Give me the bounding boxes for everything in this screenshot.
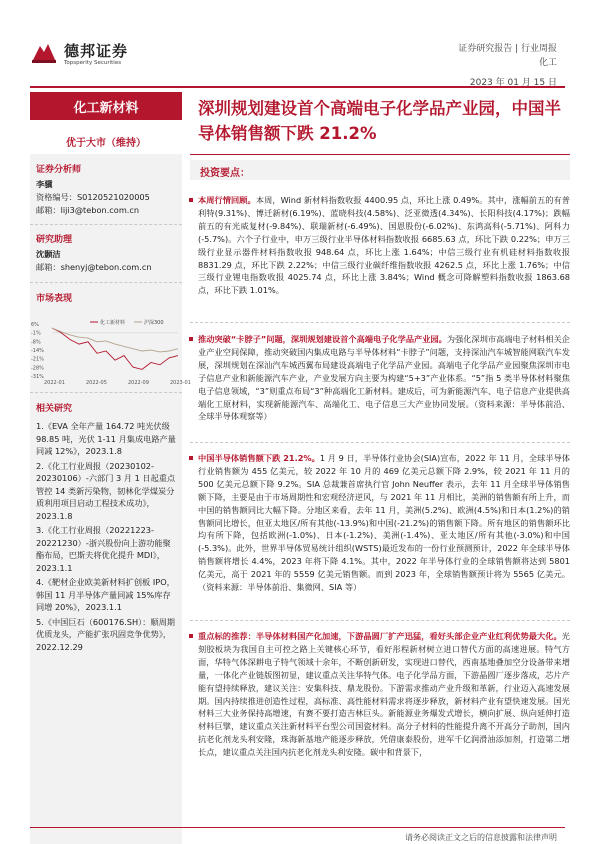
bullet-icon xyxy=(189,634,193,638)
paragraph-body: 为强化深圳市高端电子材料相关企业产业空间保障，推动突破国内集成电路与半导体材料“卡脖子”问题，支持深汕汽车城智能网联汽车发展，深圳规划在深汕汽车城西翼布局建设高端电子化学品产业园。高端电子化学品产业园聚焦深圳市电子信息产业和新能源汽车产业，产业发展方向主要为构建“5+3”产业体系。“5”指 5 类半导体材料聚焦电子信息领域，“3”则重点布局“3”种高端化工新材料。建成后，可为新能源汽车、电子信息产业提供高端化工原材料，实现新能源汽车、高端化工、电子信息三大产业协同发展。（资料来源：半导体前沿、全球半导体观察等） xyxy=(198,334,570,422)
series-line xyxy=(52,328,178,369)
assistant-email[interactable]: 邮箱：shenyj@tebon.com.cn xyxy=(36,262,152,272)
rating-label: 优于大市（维持） xyxy=(66,138,146,149)
section-divider xyxy=(190,322,570,323)
bullet-icon xyxy=(189,337,193,341)
sector-label: 化工新材料 xyxy=(30,92,182,120)
report-type: 证券研究报告 | 行业周报 xyxy=(458,44,557,54)
related-item[interactable]: 1.《EVA 全年产量 164.72 吨光伏级 98.85 吨，光伏 1-11 月集成电路产量同减 12%》，2023.1.8 xyxy=(36,421,176,456)
y-tick-label: -21% xyxy=(31,356,44,363)
logo-mark-icon xyxy=(30,40,58,64)
related-list xyxy=(36,420,176,655)
logo-text: 德邦证券 xyxy=(64,42,129,60)
paragraph-body: 光刻胶板块为我国自主可控之路上关键核心环节，看好彤程新材树立进口替代方面的高速进展。特气方面，华特气体深耕电子特气领域十余年，不断创新研发，实现进口替代，西南基地叠加空分设备带来增量，一体化产业链版图初显，建议重点关注华特气体。电子化学品方面，下游晶圆厂逐步落成，芯片产能有望持续释放，建议关注：安集科技、鼎龙股份。下游需求推动产业升级和革新，行业迈入高速发展期。国内持续推进创造性过程，高标准、高性能材料需求将逐步释放，新材料产业有望快速发展。国光材料三大业务保持高增速，有赛不要打造吉林巨头。新能源业务爆发式增长，横向扩展、纵向延伸打造材料巨擘，建议重点关注新材料平台型公司国瓷材料。高分子材料的性能提升离不开高分子助剂，国内抗老化剂龙头利安隆，珠海新基地产能逐步释放，凭借康泰股份，进军千亿润滑油添加剂，打造第二增长点，建议重点关注国内抗老化剂龙头利安隆。碳中和背景下， xyxy=(198,631,570,758)
x-tick-label: 2022-05 xyxy=(86,380,107,386)
market-chart-svg xyxy=(30,318,191,388)
related-item[interactable]: 2.《化工行业周报（20230102-20230106）-六部门 3 月 1 日起重点管控 14 类新污染物，韧林化学煤炭分质利用项目启动工程技术成功》，2023.1.8 xyxy=(36,460,176,521)
logo-subtext: Topsperity Securities xyxy=(64,60,122,66)
y-tick-label: -8% xyxy=(31,339,41,346)
bullet-icon xyxy=(189,198,193,202)
y-tick-label: -1% xyxy=(31,330,41,337)
x-tick-label: 2022-09 xyxy=(128,380,149,386)
y-tick-label: -31% xyxy=(31,374,44,380)
paragraph-body: 本周，Wind 新材料指数收报 4400.95 点，环比上涨 0.49%。其中，涨幅前五的有普利特(9.31%)、博迁新材(6.19%)、蓝晓科技(4.58%)、泛亚微透(4.34%)、长阳科技(4.17%)；跌幅前五的有光威复材(-9.84%)、联瑞新材(-6.49%)、国恩股份(-6.02%)、东鸿高科(-5.71%)、阿科力(-5.7%)。六个子行业中，申万三级行业半导体材料指数收报 6685.63 点，环比下跌 0.22%；申万三级行业显示器件材料指数收报 948.64 点，环比上涨 1.64%；中信三级行业有机硅材料指数收报 8831.29 点，环比下跌 2.22%；中信三级行业碳纤维指数收报 4262.5 点，环比上涨 1.76%；中信三级行业锂电指数收报 4025.74 点，环比上涨 3.84%；Wind 概念可降解塑料指数收报 1863.68 点，环比下跌 1.01%。 xyxy=(198,195,570,296)
paragraph-market-review xyxy=(198,194,570,297)
section-divider xyxy=(190,442,570,443)
legend-label: 沪深300 xyxy=(144,320,164,326)
market-chart xyxy=(30,318,191,388)
y-tick-label: 6% xyxy=(31,322,39,328)
key-points-label: 投资要点： xyxy=(200,168,250,179)
paragraph-semiconductor-sales xyxy=(198,452,570,594)
report-title: 深圳规划建设首个高端电子化学品产业园，中国半导体销售额下跌 21.2% xyxy=(198,99,561,143)
paragraph-recommendations xyxy=(198,630,570,759)
header-divider xyxy=(30,86,565,88)
analyst-cert: 资格编号：S0120521020005 xyxy=(36,192,150,202)
bullet-icon xyxy=(189,456,193,460)
analyst-section-title: 证券分析师 xyxy=(36,165,82,175)
sidebar-divider xyxy=(30,392,182,393)
y-tick-label: -28% xyxy=(31,365,44,372)
paragraph-lead: 中国半导体销售额下跌 21.2%。 xyxy=(198,453,320,463)
footer-disclaimer: 请务必阅读正文之后的信息披露和法律声明 xyxy=(405,833,557,842)
related-item[interactable]: 4.《靶材企业欧美新材料扩创板 IPO，韩国 11 月半导体产量同减 15%库存同增 20%》，2023.1.1 xyxy=(36,577,175,612)
section-divider xyxy=(190,620,570,621)
y-tick-label: -14% xyxy=(31,348,44,354)
paragraph-lead: 本周行情回顾。 xyxy=(198,195,256,205)
analyst-name: 李骥 xyxy=(36,179,53,189)
report-date: 2023 年 01 月 15 日 xyxy=(469,78,557,88)
x-tick-label: 2022-01 xyxy=(44,380,65,386)
legend-label: 化工新材料 xyxy=(100,320,126,326)
footer-divider xyxy=(30,827,565,828)
market-section-title: 市场表现 xyxy=(36,294,73,304)
title-divider xyxy=(190,154,570,155)
related-item[interactable]: 5.《中国巨石（600176.SH）：顺周期优质龙头，产能扩张巩固竞争优势》，2022.12.29 xyxy=(36,616,175,652)
sidebar-divider xyxy=(30,224,182,225)
paragraph-industrial-park xyxy=(198,333,570,423)
assistant-section-title: 研究助理 xyxy=(36,235,73,245)
related-item[interactable]: 3.《化工行业周报（20221223-20221230）-浙兴股份向上游功能聚酯布局，巴斯夫将优化提升 MDI》，2023.1.1 xyxy=(36,525,171,573)
sidebar-divider xyxy=(30,282,182,283)
report-sector: 化工 xyxy=(538,58,557,68)
x-tick-label: 2023-01 xyxy=(170,380,191,386)
related-section-title: 相关研究 xyxy=(36,404,73,414)
paragraph-lead: 推动突破“卡脖子”问题，深圳规划建设首个高端电子化学品产业园。 xyxy=(198,334,447,344)
paragraph-lead: 重点标的推荐：半导体材料国产化加速，下游晶圆厂扩产迅猛，看好头部企业产业红利优势最大化。 xyxy=(198,631,562,641)
report-meta xyxy=(458,42,557,90)
analyst-email[interactable]: 邮箱：liji3@tebon.com.cn xyxy=(36,205,140,215)
assistant-name: 沈颢洁 xyxy=(36,249,61,259)
paragraph-body: 1 月 9 日，半导体行业协会(SIA)宣布，2022 年 11 月，全球半导体行业销售额为 455 亿美元，较 2022 年 10 月的 469 亿美元总额下降 2.9%，较 2021 年 11 月的 500 亿美元总额下降 9.2%。SIA 总裁兼首席执行官 John Neuffer 表示，去年 11 月全球半导体销售额下降，主要是由于市场周期性和宏观经济逆风，与 2021 年 11 月相比，美洲的销售额有所上升，而中国的销售额同比大幅下降。分地区来看，去年 11 月，美洲(5.2%)、欧洲(4.5%)和日本(1.2%)的销售额同比增长，但亚太地区/所有其他(-13.9%)和中国(-21.2%)的销售额下降。所有地区的销售额环比均有所下降，包括欧洲(-1.0%)、日本(-1.2%)、美洲(-1.4%)、亚太地区/所有其他(-3.0%)和中国(-5.3%)。此外，世界半导体贸易统计组织(WSTS)最近发布的一份行业预测预计，2022 年全球半导体销售额将增长 4.4%，2023 年将下降 4.1%。其中，2022 年半导体行业的全球销售额将达到 5801 亿美元，高于 2021 年的 5559 亿美元销售额。而到 2023 年，全球销售额预计将为 5565 亿美元。（资料来源：半导体前沿、集微网、SIA 等） xyxy=(198,453,570,593)
